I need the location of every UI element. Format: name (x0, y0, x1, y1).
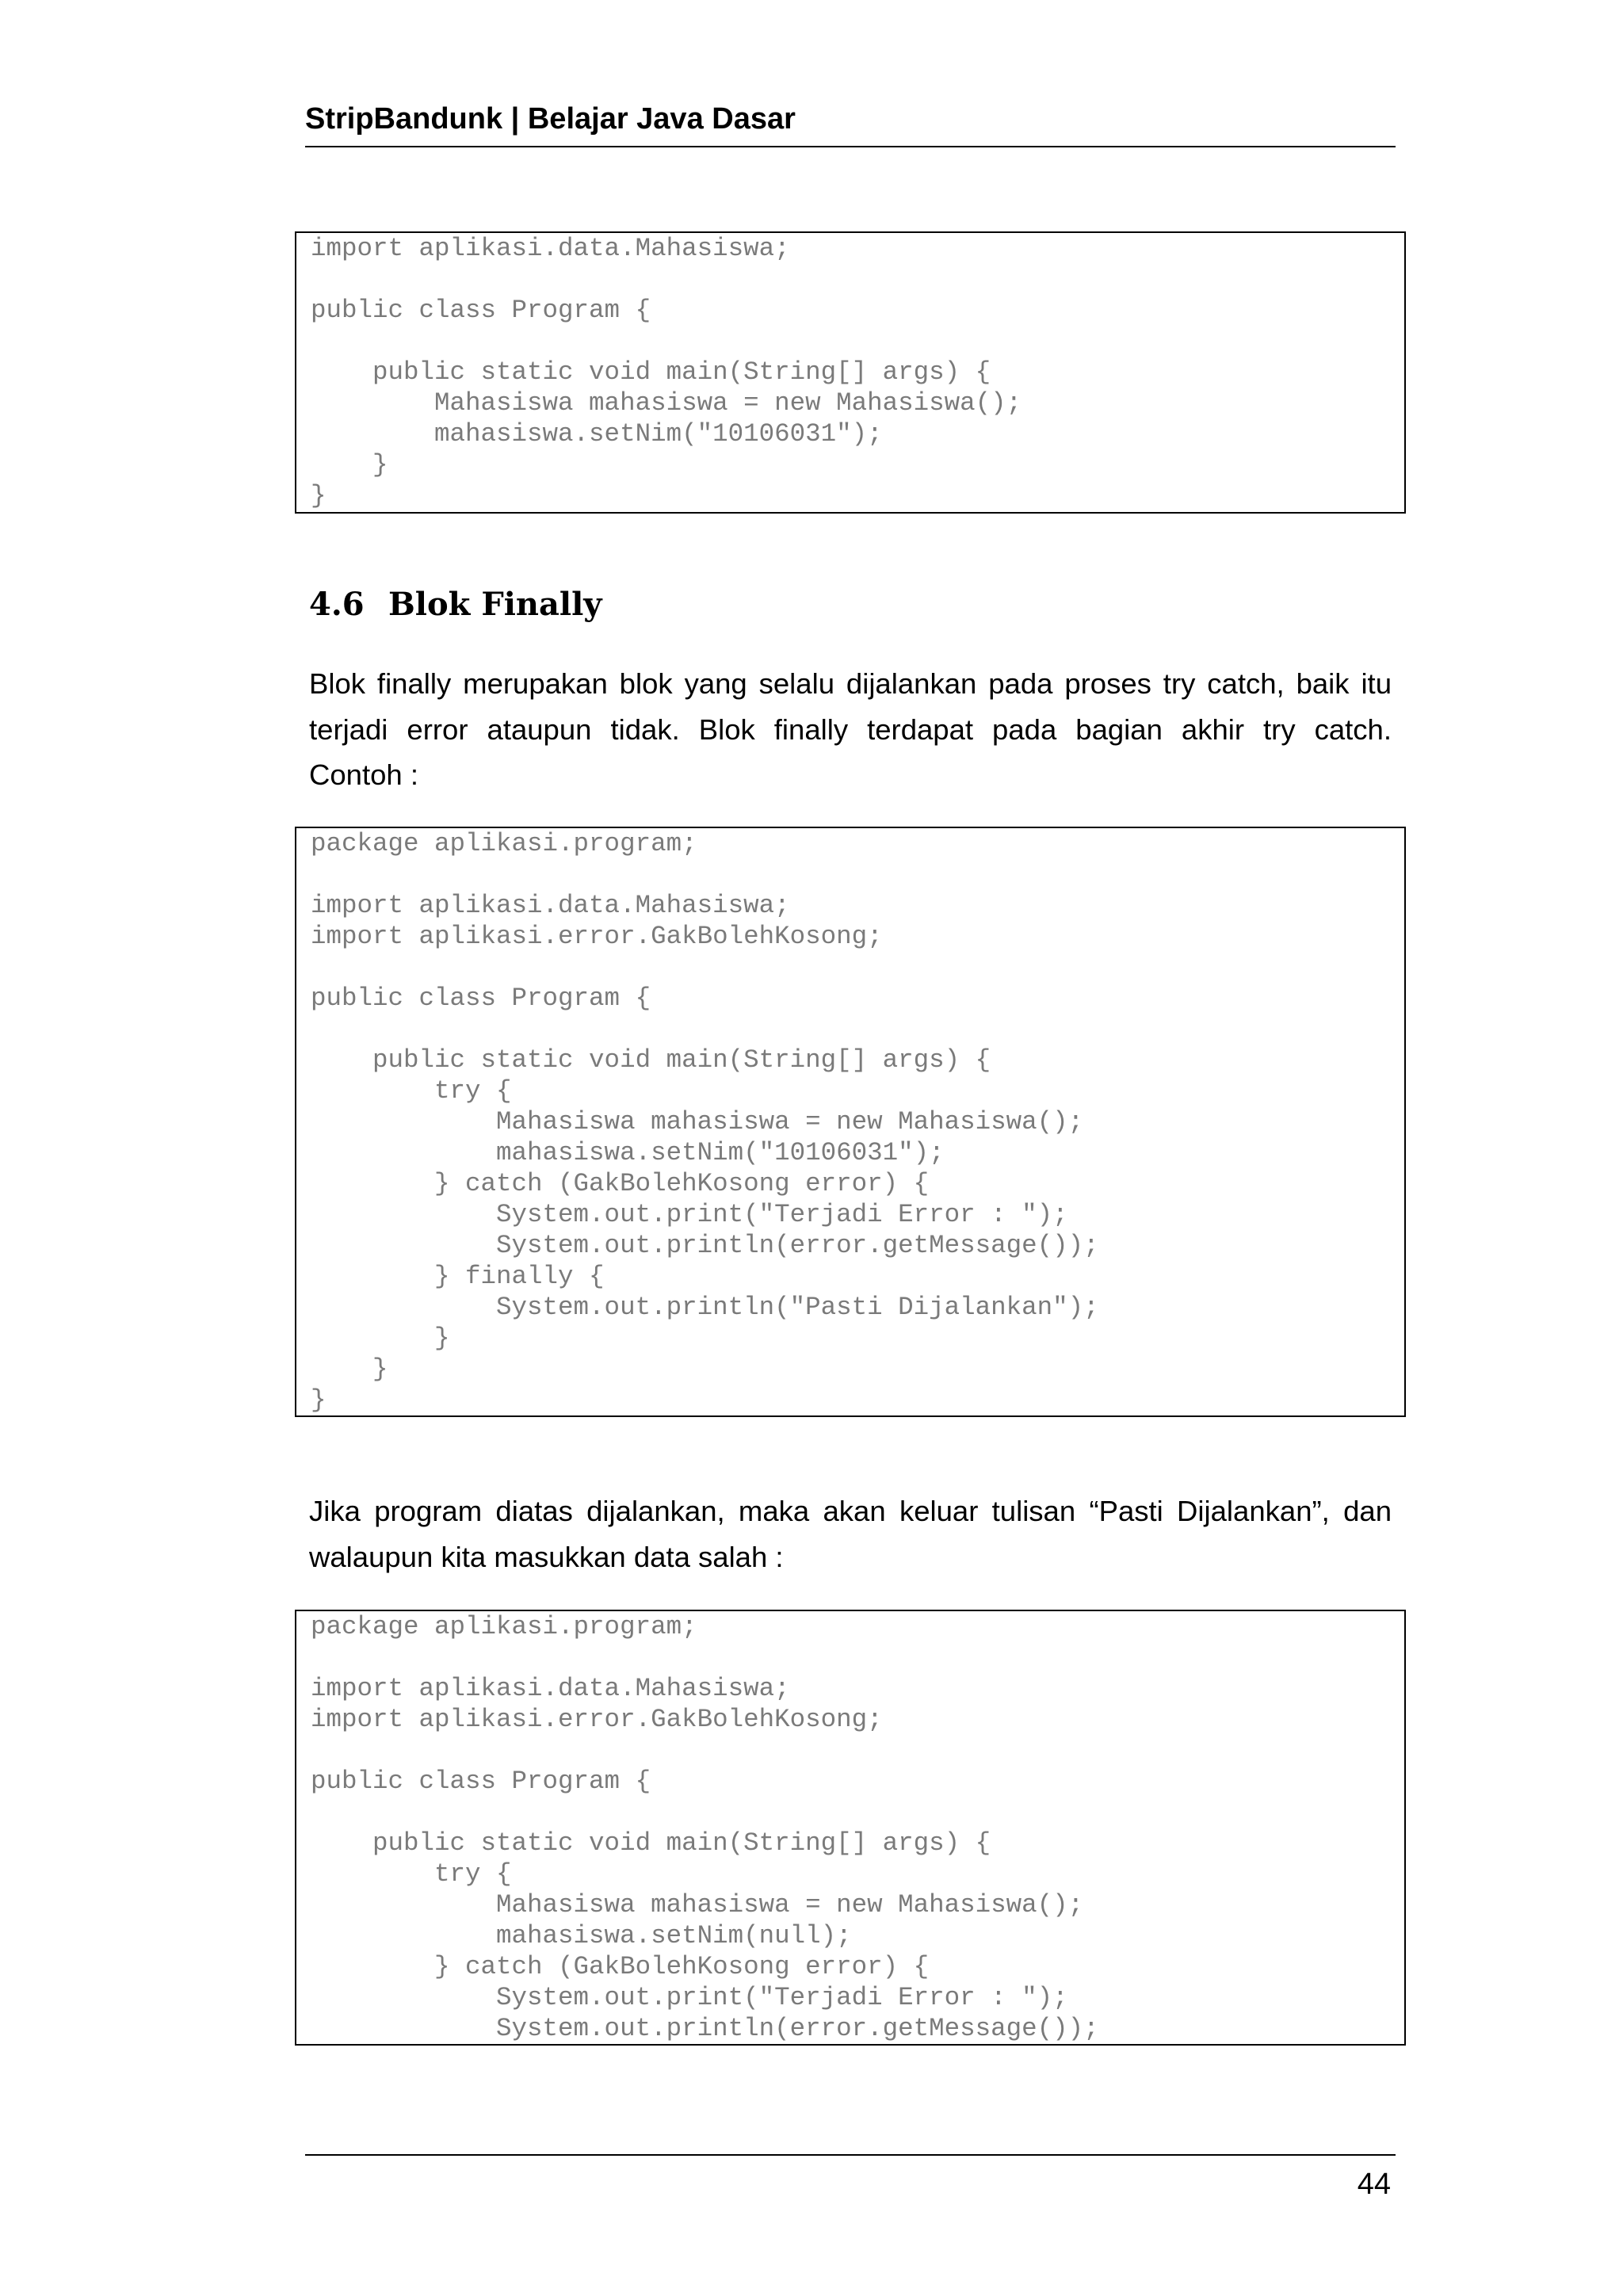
paragraph-line: walaupun kita masukkan data salah : (309, 1540, 784, 1573)
code-block-3-text: package aplikasi.program; import aplikasi.data.Mahasiswa; import aplikasi.error.GakBolehKosong; public class Program { public static void main(String[] args) { try { Mahasiswa mahasiswa = new Mahasiswa(); mahasiswa.setNim(null); } catch (GakBolehKosong error) { System.out.print("Terjadi Error : "); System.out.println(error.getMessage()); (311, 1612, 1099, 2043)
code-block-1 (295, 231, 1406, 514)
code-block-3 (295, 1610, 1406, 2046)
code-block-2-text: package aplikasi.program; import aplikasi.data.Mahasiswa; import aplikasi.error.GakBolehKosong; public class Program { public static void main(String[] args) { try { Mahasiswa mahasiswa = new Mahasiswa(); mahasiswa.setNim("10106031"); } catch (GakBolehKosong error) { System.out.print("Terjadi Error : "); System.out.println(error.getMessage()); } finally { System.out.println("Pasti Dijalankan"); } } } (311, 829, 1099, 1415)
paragraph-line: Contoh : (309, 758, 418, 791)
section-number: 4.6 (309, 586, 365, 623)
paragraph-line: Blok finally merupakan blok yang selalu dijalankan pada proses try catch, baik itu (309, 667, 1392, 700)
footer-rule (305, 2154, 1396, 2156)
section-title: Blok Finally (388, 586, 602, 623)
paragraph-finally-description (309, 661, 1392, 798)
code-block-1-text: import aplikasi.data.Mahasiswa; public class Program { public static void main(String[] args) { Mahasiswa mahasiswa = new Mahasiswa(); mahasiswa.setNim("10106031"); } } (311, 234, 1022, 510)
section-heading (309, 583, 602, 627)
paragraph-line: Jika program diatas dijalankan, maka akan keluar tulisan “Pasti Dijalankan”, dan (309, 1495, 1392, 1527)
paragraph-line: terjadi error ataupun tidak. Blok finally terdapat pada bagian akhir try catch. (309, 712, 1392, 746)
paragraph-run-explanation (309, 1488, 1392, 1580)
page-number: 44 (1357, 2168, 1391, 2201)
code-block-2 (295, 827, 1406, 1417)
header-rule (305, 146, 1396, 147)
document-header: StripBandunk | Belajar Java Dasar (305, 102, 796, 136)
